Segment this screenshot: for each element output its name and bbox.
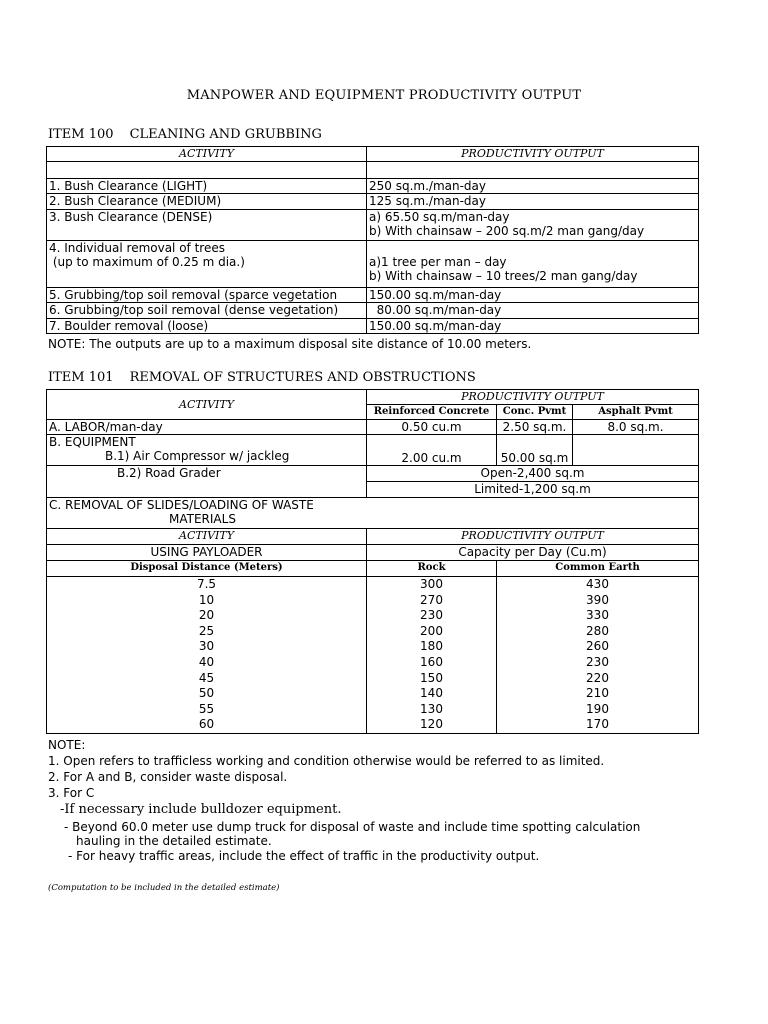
output-cell — [367, 241, 699, 288]
activity-line: (up to maximum of 0.25 m dia.) — [49, 255, 245, 269]
activity-cell: 2. Bush Clearance (MEDIUM) — [47, 194, 367, 210]
table-row — [47, 241, 699, 288]
removal-cell — [47, 498, 699, 529]
rock-value: 300 — [420, 577, 443, 591]
activity-cell: 1. Bush Clearance (LIGHT) — [47, 179, 367, 194]
distance-value: 30 — [198, 639, 215, 654]
rock-column — [367, 577, 497, 734]
distance-value: 25 — [198, 623, 215, 638]
table-row — [47, 210, 699, 241]
item-100-note: NOTE: The outputs are up to a maximum disposal site distance of 10.00 meters. — [48, 337, 532, 351]
rock-value: 130 — [420, 701, 443, 716]
blank-cell — [367, 162, 699, 179]
note-3a: -If necessary include bulldozer equipment. — [60, 802, 342, 817]
air-compressor-reinforced: 2.00 cu.m — [367, 435, 497, 466]
distance-value: 45 — [198, 670, 215, 685]
distance-value: 50 — [198, 686, 215, 701]
equipment-row — [47, 435, 699, 466]
note-1: 1. Open refers to trafficless working and condition otherwise would be referred to as limited. — [48, 754, 605, 768]
output-line: a)1 tree per man – day — [369, 255, 507, 269]
table-row — [47, 194, 699, 210]
item-101-code: ITEM 101 — [48, 370, 114, 385]
road-grader-label: B.2) Road Grader — [47, 466, 367, 498]
blank-cell — [47, 162, 367, 179]
road-grader-limited: Limited-1,200 sq.m — [367, 482, 699, 498]
payloader-data-row — [47, 577, 699, 734]
rock-header: Rock — [367, 561, 497, 577]
notes-block — [48, 737, 640, 864]
rock-value: 150 — [420, 670, 443, 685]
earth-value: 390 — [586, 592, 609, 607]
earth-value: 170 — [586, 717, 609, 732]
note-3b: - Beyond 60.0 meter use dump truck for disposal of waste and include time spotting calculation — [64, 820, 641, 834]
road-grader-open: Open-2,400 sq.m — [367, 466, 699, 482]
item-100-heading — [48, 127, 322, 142]
reinforced-concrete-header: Reinforced Concrete — [367, 405, 497, 420]
grader-row — [47, 466, 699, 482]
output-cell: 150.00 sq.m/man-day — [367, 288, 699, 303]
activity-cell: 6. Grubbing/top soil removal (dense vegetation) — [47, 303, 367, 319]
note-3: 3. For C — [48, 786, 95, 800]
distance-value: 55 — [198, 701, 215, 716]
item-101-table — [46, 389, 699, 734]
footnote: (Computation to be included in the detailed estimate) — [48, 883, 280, 893]
table-row — [47, 319, 699, 334]
note-3c: - For heavy traffic areas, include the effect of traffic in the productivity output. — [68, 849, 540, 863]
output-cell: 150.00 sq.m/man-day — [367, 319, 699, 334]
earth-value: 190 — [586, 701, 609, 716]
earth-value: 280 — [586, 623, 609, 638]
activity-header: ACTIVITY — [47, 390, 367, 420]
output-cell: 250 sq.m./man-day — [367, 179, 699, 194]
equipment-cell — [47, 435, 367, 466]
output-line: b) With chainsaw – 10 trees/2 man gang/day — [369, 269, 638, 283]
output-header: PRODUCTIVITY OUTPUT — [367, 147, 699, 162]
air-compressor-label: B.1) Air Compressor w/ jackleg — [105, 449, 290, 463]
note-3b-continued: hauling in the detailed estimate. — [76, 834, 272, 848]
distance-value: 20 — [198, 608, 215, 623]
activity-cell: 3. Bush Clearance (DENSE) — [47, 210, 367, 241]
labor-asphalt: 8.0 sq.m. — [573, 420, 699, 435]
conc-pvmt-header: Conc. Pvmt — [497, 405, 573, 420]
labor-label: A. LABOR/man-day — [47, 420, 367, 435]
earth-value: 230 — [586, 654, 609, 669]
output-cell — [367, 210, 699, 241]
removal-label-2: MATERIALS — [169, 512, 236, 526]
labor-conc: 2.50 sq.m. — [497, 420, 573, 435]
table-row — [47, 288, 699, 303]
item-100-code: ITEM 100 — [48, 127, 114, 142]
note-2: 2. For A and B, consider waste disposal. — [48, 770, 288, 784]
distance-value: 40 — [198, 654, 215, 669]
activity-line: 4. Individual removal of trees — [49, 241, 225, 255]
asphalt-pvmt-header: Asphalt Pvmt — [573, 405, 699, 420]
common-earth-header: Common Earth — [497, 561, 699, 577]
rock-value: 180 — [420, 639, 443, 654]
item-100-table — [46, 146, 699, 334]
distance-header: Disposal Distance (Meters) — [47, 561, 367, 577]
earth-value: 260 — [586, 639, 609, 654]
activity-cell: 5. Grubbing/top soil removal (sparce vegetation — [47, 288, 367, 303]
output-line: b) With chainsaw – 200 sq.m/2 man gang/day — [369, 224, 645, 238]
item-101-name: REMOVAL OF STRUCTURES AND OBSTRUCTIONS — [129, 370, 476, 385]
labor-reinforced: 0.50 cu.m — [367, 420, 497, 435]
rock-value: 160 — [420, 654, 443, 669]
rock-value: 140 — [420, 686, 443, 701]
item-101-heading — [48, 370, 476, 385]
distance-value: 10 — [198, 592, 215, 607]
earth-value: 220 — [586, 670, 609, 685]
earth-value: 330 — [586, 608, 609, 623]
payloader-label: USING PAYLOADER — [47, 545, 367, 561]
air-compressor-asphalt — [573, 435, 699, 466]
activity-cell — [47, 241, 367, 288]
earth-value: 210 — [586, 686, 609, 701]
removal-output-header: PRODUCTIVITY OUTPUT — [367, 529, 699, 545]
labor-row — [47, 420, 699, 435]
removal-activity-header: ACTIVITY — [47, 529, 367, 545]
air-compressor-conc: 50.00 sq.m — [497, 435, 573, 466]
notes-heading: NOTE: — [48, 738, 86, 752]
common-earth-column — [497, 577, 699, 734]
rock-value: 270 — [420, 592, 443, 607]
output-header: PRODUCTIVITY OUTPUT — [367, 390, 699, 405]
distance-value: 7.5 — [196, 577, 217, 591]
distance-value: 60 — [198, 717, 215, 732]
rock-value: 120 — [420, 717, 443, 732]
item-100-name: CLEANING AND GRUBBING — [129, 127, 322, 142]
table-row — [47, 303, 699, 319]
capacity-label: Capacity per Day (Cu.m) — [367, 545, 699, 561]
rock-value: 200 — [420, 623, 443, 638]
output-cell: 80.00 sq.m/man-day — [367, 303, 699, 319]
page-title: MANPOWER AND EQUIPMENT PRODUCTIVITY OUTPUT — [186, 88, 582, 103]
rock-value: 230 — [420, 608, 443, 623]
earth-value: 430 — [586, 577, 609, 591]
output-line: a) 65.50 sq.m/man-day — [369, 210, 510, 224]
output-cell: 125 sq.m./man-day — [367, 194, 699, 210]
activity-cell: 7. Boulder removal (loose) — [47, 319, 367, 334]
removal-label: C. REMOVAL OF SLIDES/LOADING OF WASTE — [49, 498, 314, 512]
equipment-label: B. EQUIPMENT — [49, 435, 136, 449]
distance-column — [47, 577, 367, 734]
activity-header: ACTIVITY — [47, 147, 367, 162]
removal-row — [47, 498, 699, 529]
table-row — [47, 179, 699, 194]
